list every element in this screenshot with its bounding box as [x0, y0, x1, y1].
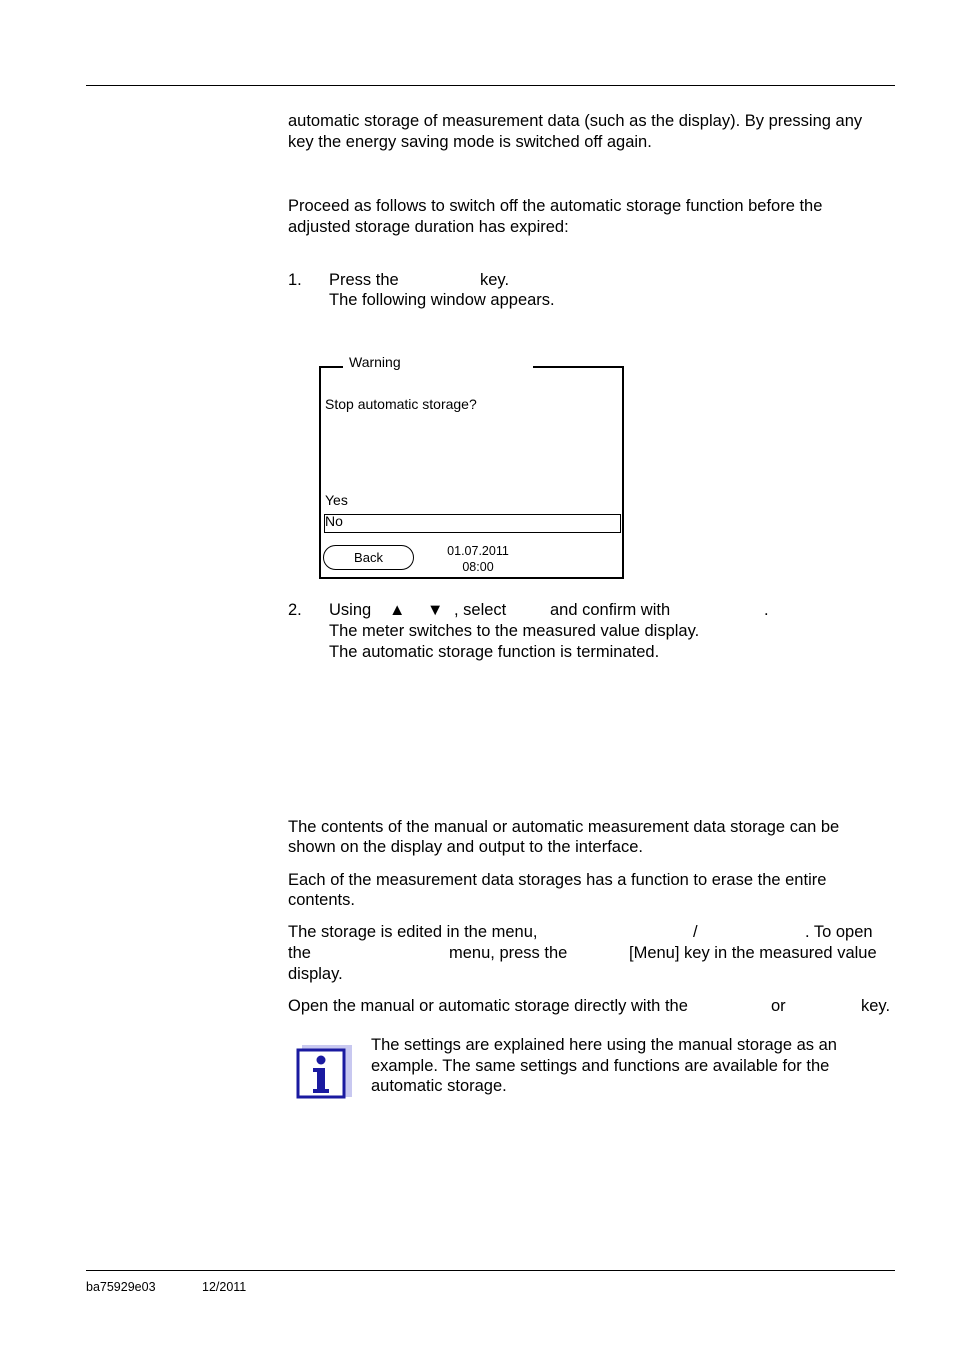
- step-text: The following window appears.: [329, 291, 555, 309]
- header-rule: [86, 85, 895, 86]
- dialog-title: Warning: [349, 354, 401, 370]
- paragraph-text: [Menu] key in the measured value: [629, 944, 877, 962]
- paragraph-text: or: [771, 997, 786, 1015]
- paragraph-text: Open the manual or automatic storage directly with the: [288, 997, 688, 1015]
- info-note-line: example. The same settings and functions are available for the: [371, 1057, 830, 1075]
- step-text: and confirm with: [550, 601, 671, 619]
- step-text: The meter switches to the measured value display.: [329, 622, 700, 640]
- paragraph-line: adjusted storage duration has expired:: [288, 218, 569, 236]
- step-text: Press the: [329, 271, 399, 289]
- dialog-message: Stop automatic storage?: [325, 396, 477, 412]
- option-yes[interactable]: Yes: [325, 492, 348, 508]
- step-number: 2.: [288, 601, 302, 619]
- info-icon: [296, 1043, 352, 1100]
- back-button[interactable]: Back: [323, 545, 414, 570]
- paragraph-text: The storage is edited in the menu,: [288, 923, 538, 941]
- paragraph-text: menu, press the: [449, 944, 568, 962]
- step-text: , select: [454, 601, 507, 619]
- step-text: key.: [480, 271, 510, 289]
- paragraph-line: key the energy saving mode is switched off again.: [288, 133, 652, 151]
- step-text: Using: [329, 601, 372, 619]
- step-number: 1.: [288, 271, 302, 289]
- info-note-line: The settings are explained here using the manual storage as an: [371, 1036, 837, 1054]
- step-text: .: [764, 601, 769, 619]
- option-no[interactable]: No: [325, 513, 343, 529]
- dialog-date: 01.07.2011: [447, 544, 509, 558]
- info-note-line: automatic storage.: [371, 1077, 507, 1095]
- paragraph-text: key.: [861, 997, 891, 1015]
- option-no-selected[interactable]: [324, 514, 621, 533]
- footer-date: 12/2011: [202, 1280, 247, 1294]
- arrow-down-icon: ▼: [427, 601, 444, 619]
- step-text: The automatic storage function is terminated.: [329, 643, 660, 661]
- paragraph-line: contents.: [288, 891, 355, 909]
- paragraph-text: . To open: [805, 923, 873, 941]
- paragraph-line: Each of the measurement data storages has a function to erase the entire: [288, 871, 827, 889]
- dialog-time: 08:00: [462, 560, 494, 574]
- paragraph-text: display.: [288, 965, 343, 983]
- paragraph-line: The contents of the manual or automatic measurement data storage can be: [288, 818, 840, 836]
- footer-rule: [86, 1270, 895, 1271]
- paragraph-line: automatic storage of measurement data (such as the display). By pressing any: [288, 112, 863, 130]
- paragraph-line: shown on the display and output to the interface.: [288, 838, 643, 856]
- footer-doc-id: ba75929e03: [86, 1280, 156, 1294]
- arrow-up-icon: ▲: [389, 601, 406, 619]
- paragraph-text: /: [693, 923, 698, 941]
- paragraph-text: the: [288, 944, 311, 962]
- paragraph-line: Proceed as follows to switch off the automatic storage function before the: [288, 197, 823, 215]
